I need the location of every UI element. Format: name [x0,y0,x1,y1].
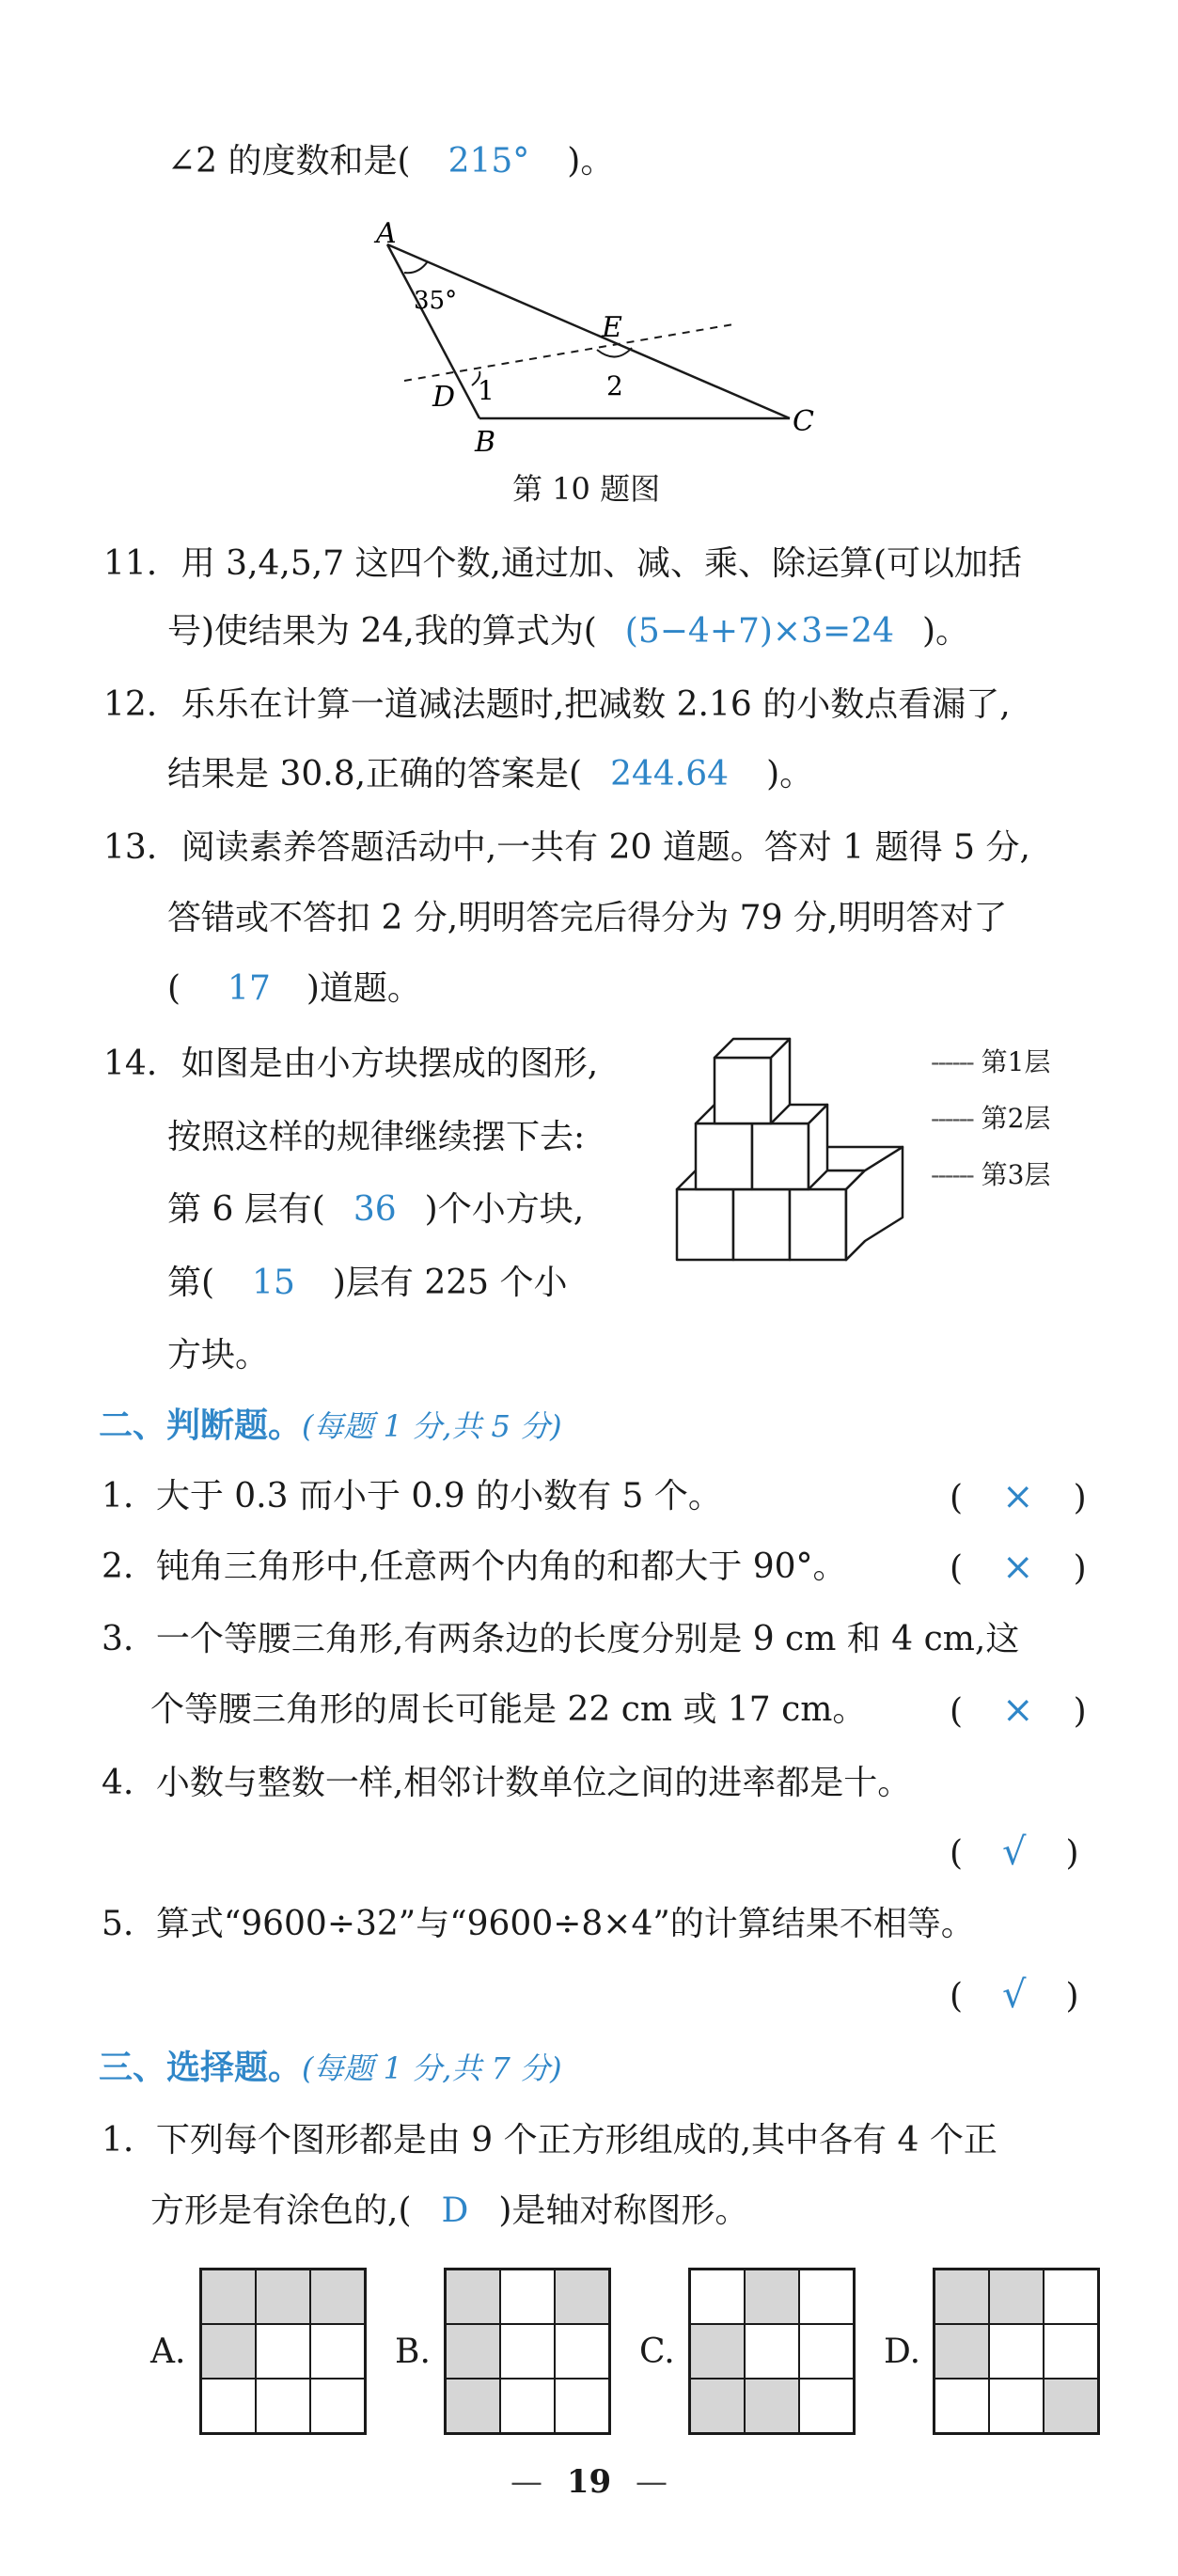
option-label-b: B. [395,2333,431,2371]
blank-cell [690,2270,745,2324]
option-grid-a [199,2268,367,2435]
shaded-cell [690,2324,745,2379]
q11-suffix: )。 [921,612,970,651]
q14-line2: 按照这样的规律继续摆下去: [167,1118,586,1156]
judge-4-text: 小数与整数一样,相邻计数单位之间的进率都是十。 [155,1764,912,1802]
q10-label-e: E [602,311,622,344]
q14-answer2: 15 [252,1264,295,1302]
q14-number: 14. [103,1045,158,1083]
judge-3-text: 一个等腰三角形,有两条边的长度分别是 9 cm 和 4 cm,这 [155,1620,1020,1658]
shaded-cell [745,2270,799,2324]
paren-close: ) [1073,1549,1087,1588]
q14-layer1-label: ------ 第1层 [931,1046,1051,1077]
q12-number: 12. [103,685,158,724]
judge-2-answer: × [1002,1546,1034,1589]
section2-title: 二、判断题。 [99,1406,303,1445]
judge-5-answer-box [950,1974,1079,2018]
paren-open: ( [950,1977,964,2016]
shaded-cell [1044,2379,1098,2433]
q12-text1: 乐乐在计算一道减法题时,把减数 2.16 的小数点看漏了, [181,685,1011,724]
q10-label-d: D [432,381,456,414]
choice-1-text1: 下列每个图形都是由 9 个正方形组成的,其中各有 4 个正 [155,2121,997,2160]
paren-open: ( [950,1692,964,1731]
judge-2-number: 2. [102,1547,134,1586]
q14-suffix3: )个小方块, [424,1190,585,1229]
q14-layer3-label: ------ 第3层 [931,1159,1051,1190]
q13-prefix: ( [167,969,181,1008]
judge-3-answer: × [1002,1689,1034,1732]
q10-label-2: 2 [606,370,623,401]
blank-cell [500,2270,555,2324]
judge-3-answer-box [950,1689,1087,1733]
q10-line [167,141,614,182]
q10-label-b: B [475,426,496,459]
blank-cell [555,2324,609,2379]
q12-prefix: 结果是 30.8,正确的答案是( [167,755,583,793]
shaded-cell [989,2270,1044,2324]
q10-label-c: C [793,405,814,438]
option-grid-b [444,2268,611,2435]
choice-1-line1 [102,2120,997,2161]
judge-5-text: 算式“9600÷32”与“9600÷8×4”的计算结果不相等。 [155,1905,975,1943]
choice-1-answer: D [441,2191,469,2230]
blank-cell [799,2270,854,2324]
judge-1-text: 大于 0.3 而小于 0.9 的小数有 5 个。 [155,1477,722,1516]
paren-close: ) [1073,1692,1087,1731]
judge-item-5 [102,1904,975,1945]
q13-suffix: )道题。 [306,969,421,1008]
layer2-text: 第2层 [981,1103,1051,1134]
paren-close: ) [1073,1479,1087,1517]
shaded-cell [690,2379,745,2433]
q14-line5: 方块。 [167,1336,270,1374]
layer1-text: 第1层 [981,1046,1051,1077]
footer-dash-right: — [636,2463,668,2501]
q14-line3 [167,1189,584,1231]
judge-item-2 [102,1547,847,1588]
blank-cell [989,2379,1044,2433]
section2-note: (每题 1 分,共 5 分) [302,1408,562,1444]
judge-1-number: 1. [102,1477,134,1516]
judge-1-answer: × [1002,1475,1034,1518]
q14-prefix3: 第 6 层有( [167,1190,325,1229]
blank-cell [799,2324,854,2379]
paren-open: ( [950,1549,964,1588]
blank-cell [989,2324,1044,2379]
blank-cell [935,2379,989,2433]
q13-line2: 答错或不答扣 2 分,明明答完后得分为 79 分,明明答对了 [167,899,1008,937]
judge-4-answer-box [950,1831,1079,1875]
choice-1-suffix: )是轴对称图形。 [498,2191,749,2230]
judge-5-answer: √ [1002,1973,1027,2017]
q11-answer: (5−4+7)×3=24 [624,612,894,651]
judge-item-4 [102,1763,911,1804]
q10-label-a: A [376,217,397,250]
q10-angle-label: 35° [414,287,458,315]
judge-item-1 [102,1476,722,1517]
judge-1-answer-box [950,1476,1087,1519]
q11-prefix: 号)使结果为 24,我的算式为( [167,612,597,651]
shaded-cell [256,2270,310,2324]
blank-cell [256,2324,310,2379]
choice-1-line2 [150,2191,748,2232]
paren-open: ( [950,1834,964,1873]
option-grid-c [688,2268,856,2435]
q14-prefix4: 第( [167,1264,215,1302]
judge-item-3 [102,1619,1019,1660]
q10-triangle-figure [0,207,1178,489]
section3-title: 三、选择题。 [99,2049,303,2087]
q10-answer: 215° [448,142,530,181]
q14-answer1: 36 [353,1190,397,1229]
blank-cell [500,2379,555,2433]
shaded-cell [201,2324,256,2379]
q14-layer2-label: ------ 第2层 [931,1103,1051,1134]
shaded-cell [446,2270,500,2324]
q12-line1 [103,684,1011,726]
q11-line1 [103,543,1022,585]
q14-line4 [167,1263,568,1304]
shaded-cell [446,2324,500,2379]
blank-cell [310,2324,365,2379]
judge-5-number: 5. [102,1905,134,1943]
layer3-text: 第3层 [981,1159,1051,1190]
page-footer [0,2463,1178,2501]
judge-2-text: 钝角三角形中,任意两个内角的和都大于 90°。 [155,1547,847,1586]
judge-2-answer-box [950,1547,1087,1590]
q10-prefix: ∠2 的度数和是( [167,142,411,181]
shaded-cell [935,2270,989,2324]
q12-suffix: )。 [766,755,814,793]
q13-number: 13. [103,828,158,867]
paren-open: ( [950,1479,964,1517]
choice-1-number: 1. [102,2121,134,2160]
shaded-cell [201,2270,256,2324]
blank-cell [201,2379,256,2433]
q12-line2 [167,754,813,795]
q13-text1: 阅读素养答题活动中,一共有 20 道题。答对 1 题得 5 分, [181,828,1030,867]
q10-caption: 第 10 题图 [512,471,661,507]
q14-cube-stack-figure [658,1034,1166,1279]
page-number: 19 [566,2463,612,2501]
choice-1-prefix: 方形是有涂色的,( [150,2191,412,2230]
option-grid-d [933,2268,1100,2435]
shaded-cell [745,2379,799,2433]
q12-answer: 244.64 [610,755,730,793]
option-label-a: A. [150,2333,186,2371]
judge-4-number: 4. [102,1764,134,1802]
judge-3-text2: 个等腰三角形的周长可能是 22 cm 或 17 cm。 [150,1690,867,1729]
q13-line3 [167,968,421,1010]
blank-cell [1044,2324,1098,2379]
judge-3-number: 3. [102,1620,134,1658]
section3-heading [99,2048,562,2089]
footer-dash-left: — [510,2463,542,2501]
option-label-d: D. [884,2333,921,2371]
blank-cell [256,2379,310,2433]
shaded-cell [446,2379,500,2433]
q11-line2 [167,611,969,652]
judge-4-answer: √ [1002,1830,1027,1874]
paren-close: ) [1065,1977,1079,2016]
q13-answer: 17 [228,969,271,1008]
q10-suffix: )。 [567,142,615,181]
q11-text1: 用 3,4,5,7 这四个数,通过加、减、乘、除运算(可以加括 [181,544,1023,583]
q11-number: 11. [103,544,158,583]
q14-suffix4: )层有 225 个小 [332,1264,568,1302]
q10-label-1: 1 [478,375,495,406]
blank-cell [799,2379,854,2433]
paren-close: ) [1065,1834,1079,1873]
section2-heading [99,1406,562,1447]
shaded-cell [935,2324,989,2379]
blank-cell [555,2379,609,2433]
shaded-cell [310,2270,365,2324]
q13-line1 [103,827,1030,869]
option-label-c: C. [639,2333,675,2371]
q14-text1: 如图是由小方块摆成的图形, [181,1045,599,1083]
q14-line1 [103,1044,598,1085]
blank-cell [745,2324,799,2379]
blank-cell [310,2379,365,2433]
section3-note: (每题 1 分,共 7 分) [302,2050,562,2086]
blank-cell [500,2324,555,2379]
blank-cell [1044,2270,1098,2324]
shaded-cell [555,2270,609,2324]
